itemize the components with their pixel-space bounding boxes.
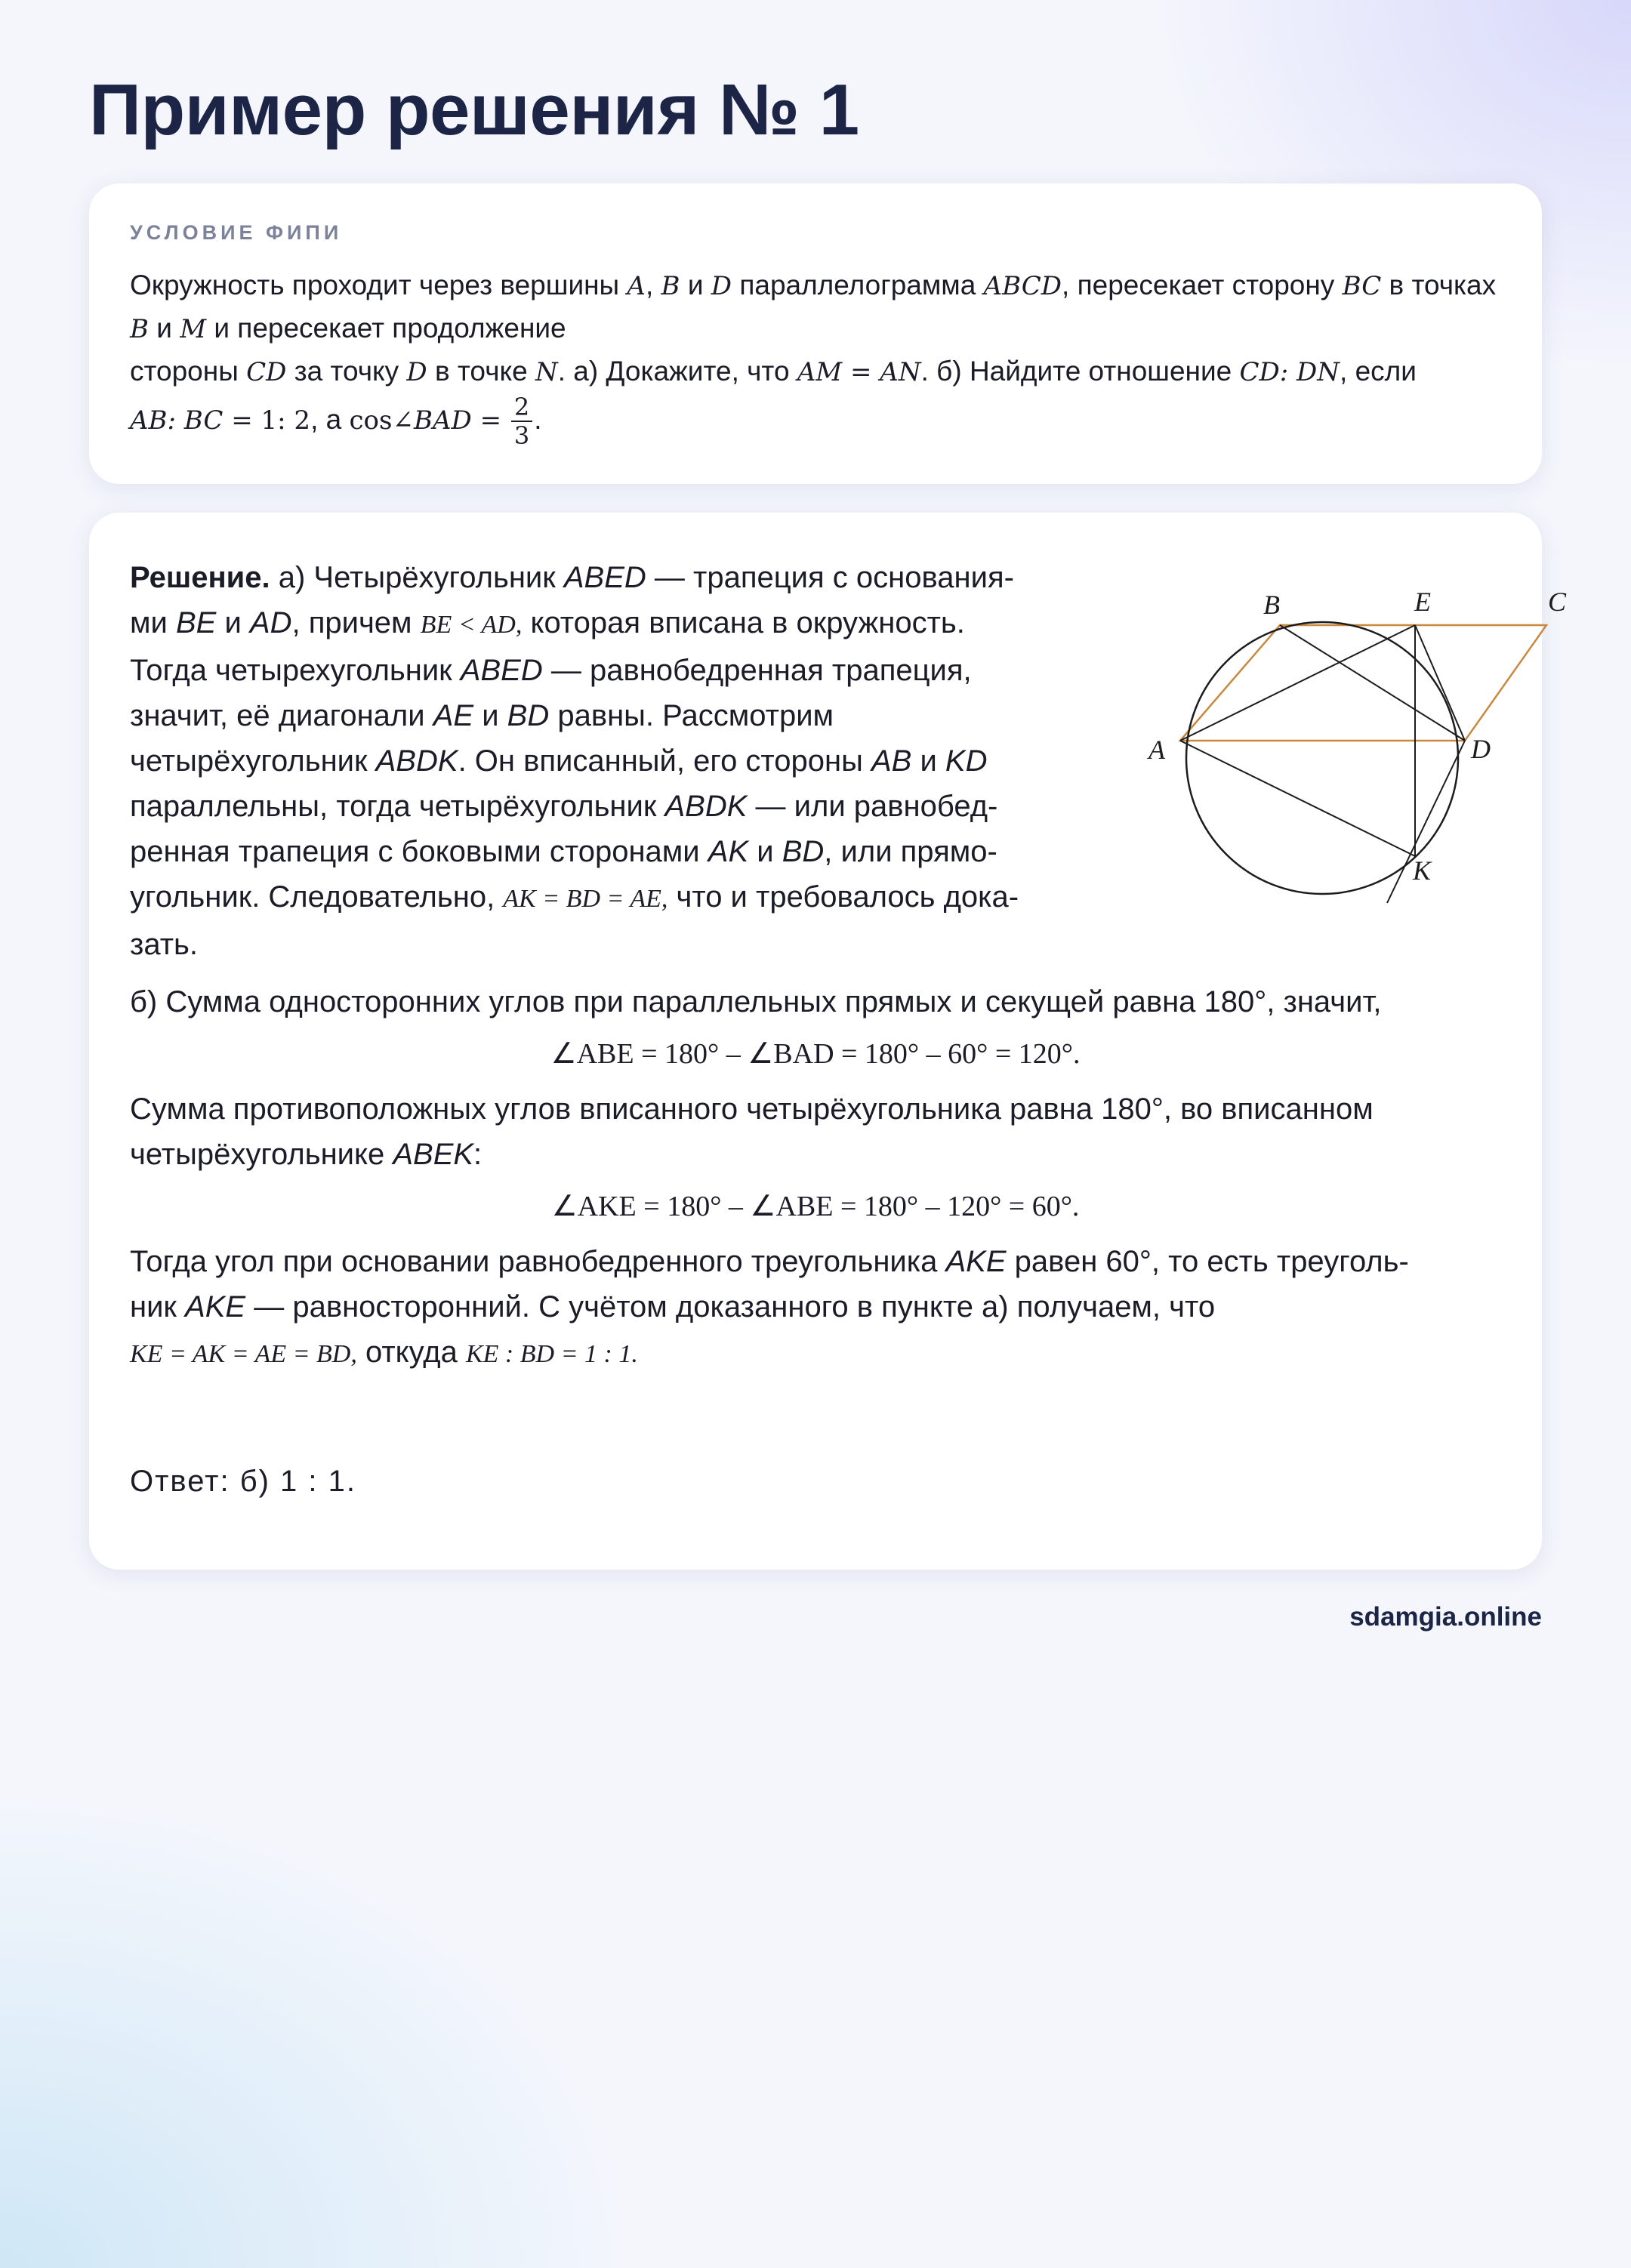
- label-k: K: [1413, 855, 1432, 886]
- condition-card: [89, 183, 1542, 484]
- condition-label: УСЛОВИЕ ФИПИ: [130, 221, 343, 244]
- label-c: C: [1548, 587, 1567, 617]
- solution-part-b-text: Сумма противоположных углов вписанного четырёхугольника равна 180°, во вписанном четырёхугольнике ABEK:: [130, 1092, 1374, 1171]
- page-title: Пример решения № 1: [89, 69, 859, 150]
- parallelogram-abcd: [1180, 625, 1546, 741]
- line-ae: [1180, 625, 1415, 741]
- solution-card: [89, 513, 1567, 1570]
- solution-part-a: Решение. а) Четырёхугольник ABED — трапеция с основания- ми BE и AD, причем BE < AD, которая вписана в окружность. Тогда четырехугольник ABED — равнобедренная трапеция, значит, её диагонали AE и BD равны. Рассмотрим четырёхугольник ABDK. Он вписанный, его стороны AB и KD параллельны, тогда четырёхугольник ABDK — или равнобед- ренная трапеция с боковыми сторонами AK и BD, или прямо- угольник. Следовательно, AK = BD = AE, что и требовалось дока- зать.: [130, 561, 1019, 961]
- line-ed: [1415, 625, 1465, 741]
- line-bd: [1280, 625, 1465, 741]
- formula-ake: ∠AKE = 180° – ∠ABE = 180° – 120° = 60°.: [551, 1191, 1080, 1222]
- label-b: B: [1263, 590, 1280, 620]
- circle: [1186, 622, 1458, 894]
- geometry-figure: [1097, 528, 1596, 935]
- label-e: E: [1414, 587, 1431, 617]
- solution-part-b-intro: б) Сумма односторонних углов при параллельных прямых и секущей равна 180°, значит,: [130, 985, 1382, 1018]
- label-a: A: [1148, 735, 1165, 765]
- solution-part-b-conclusion: Тогда угол при основании равнобедренного треугольника AKE равен 60°, то есть треуголь- ник AKE — равносторонний. С учётом доказанного в пункте а) получаем, что KE = AK = AE = BD, откуда KE : BD = 1 : 1.: [130, 1245, 1409, 1369]
- answer: Ответ: б) 1 : 1.: [130, 1465, 356, 1498]
- formula-abe: ∠ABE = 180° – ∠BAD = 180° – 60° = 120°.: [550, 1038, 1081, 1070]
- line-ak: [1180, 741, 1415, 856]
- label-d: D: [1471, 734, 1491, 764]
- fraction-two-thirds: $\frac{2}{3}$: [511, 393, 532, 449]
- site-footer-link[interactable]: sdamgia.online: [1349, 1602, 1542, 1632]
- condition-text: Окружность проходит через вершины A, B и D параллелограмма ABCD, пересекает сторону BC в точках B и M и пересекает продолжение стороны CD за точку D в точке N. а) Докажите, что AM = AN. б) Найдите отношение CD: DN, если AB: BC = 1: 2, а cos∠BAD = $\frac{2}{3}$ .: [130, 270, 1497, 450]
